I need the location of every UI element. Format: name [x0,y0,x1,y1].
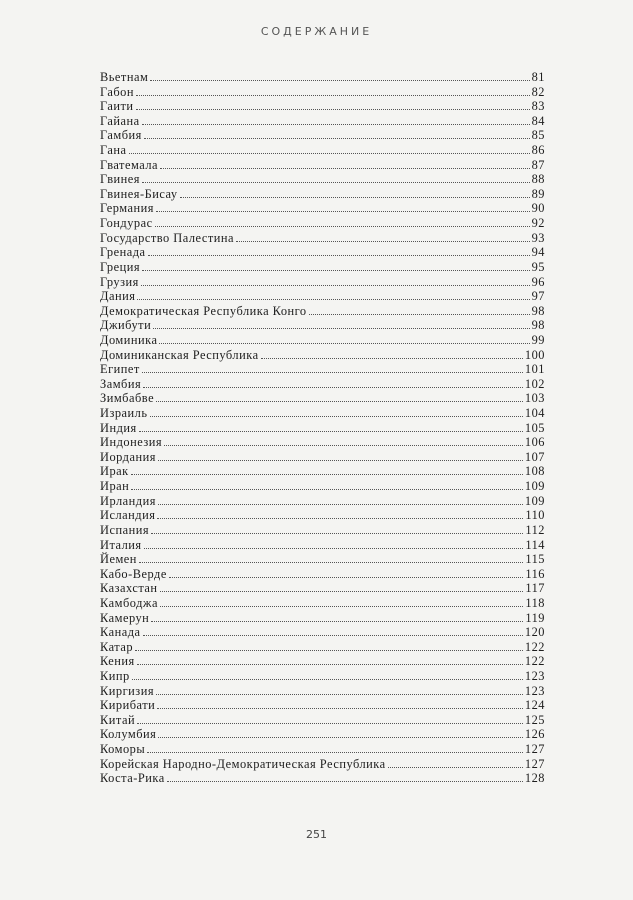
toc-entry-title: Ирак [100,464,129,479]
toc-entry-title: Гвинея [100,172,141,187]
toc-entry [100,581,545,596]
toc-entry-title: Коморы [100,742,146,757]
toc-entry-title: Кирибати [100,698,156,713]
toc-entry [100,552,545,567]
toc-entry [100,567,545,582]
toc-entry [100,391,545,406]
toc-entry-title: Израиль [100,406,148,421]
dot-leader [159,343,529,344]
toc-entry [100,713,545,728]
dot-leader [142,270,530,271]
toc-entry [100,260,545,275]
toc-entry-page: 86 [531,143,545,158]
toc-entry-page: 117 [525,581,545,596]
toc-entry-title: Камбоджа [100,595,158,610]
toc-entry [100,187,545,202]
toc-entry-title: Исландия [100,508,156,523]
dot-leader [236,241,530,242]
toc-entry-title: Китай [100,712,136,727]
toc-entry-title: Замбия [100,376,142,391]
toc-entry-page: 84 [531,113,545,128]
toc-entry-page: 81 [531,70,545,84]
toc-entry [100,275,545,290]
toc-entry-page: 123 [524,668,545,683]
toc-entry-title: Кипр [100,668,130,683]
toc-entry-title: Зимбабве [100,391,155,406]
toc-entry-page: 110 [525,508,545,523]
dot-leader [158,460,523,461]
dot-leader [129,153,530,154]
toc-entry-title: Ирландия [100,493,156,508]
toc-entry-title: Коста-Рика [100,771,165,786]
dot-leader [137,299,529,300]
toc-entry-title: Греция [100,259,141,274]
dot-leader [158,504,523,505]
toc-entry-title: Дания [100,289,136,304]
toc-entry [100,128,545,143]
dot-leader [141,285,530,286]
toc-entry [100,435,545,450]
toc-entry-page: 100 [524,347,545,362]
toc-entry-page: 95 [531,259,545,274]
toc-entry-title: Гана [100,143,127,158]
toc-entry-page: 126 [524,727,545,742]
toc-entry-title: Джибути [100,318,152,333]
toc-entry [100,727,545,742]
toc-entry-page: 92 [531,216,545,231]
toc-entry-page: 109 [524,493,545,508]
toc-entry [100,231,545,246]
dot-leader [150,80,529,81]
dot-leader [142,372,523,373]
dot-leader [147,752,523,753]
toc-entry-title: Гамбия [100,128,142,143]
toc-entry-title: Доминиканская Республика [100,347,259,362]
dot-leader [153,328,529,329]
toc-entry [100,333,545,348]
toc-entry-page: 97 [531,289,545,304]
toc-entry-title: Киргизия [100,683,155,698]
dot-leader [160,606,523,607]
toc-entry [100,508,545,523]
dot-leader [167,781,523,782]
toc-entry [100,421,545,436]
toc-entry-title: Иран [100,479,130,494]
toc-entry-page: 103 [524,391,545,406]
toc-entry [100,348,545,363]
toc-entry-title: Колумбия [100,727,157,742]
toc-entry-title: Государство Палестина [100,230,235,245]
dot-leader [180,197,530,198]
toc-entry-title: Италия [100,537,142,552]
toc-entry-title: Доминика [100,332,158,347]
dot-leader [156,694,523,695]
toc-entry [100,464,545,479]
dot-leader [139,431,523,432]
toc-entry [100,450,545,465]
toc-entry-title: Корейская Народно-Демократическая Республика [100,756,386,771]
toc-entry [100,611,545,626]
toc-entry-title: Гватемала [100,157,159,172]
toc-entry-page: 85 [531,128,545,143]
toc-entry-page: 98 [531,318,545,333]
dot-leader [135,650,523,651]
toc-entry [100,158,545,173]
toc-entry-page: 106 [524,435,545,450]
toc-entry-page: 102 [524,376,545,391]
toc-entry-page: 105 [524,420,545,435]
dot-leader [151,533,523,534]
toc-entry-page: 119 [525,610,545,625]
toc-entry [100,742,545,757]
toc-entry-title: Гвинея-Бисау [100,186,178,201]
toc-entry-title: Йемен [100,552,137,567]
toc-entry-title: Кения [100,654,135,669]
toc-entry-title: Гаити [100,99,134,114]
dot-leader [309,314,530,315]
toc-entry-page: 93 [531,230,545,245]
toc-entry [100,596,545,611]
toc-entry-page: 96 [531,274,545,289]
toc-entry-page: 118 [525,595,545,610]
toc-entry-page: 83 [531,99,545,114]
toc-entry [100,362,545,377]
toc-entry [100,143,545,158]
toc-entry-page: 123 [524,683,545,698]
toc-entry [100,654,545,669]
toc-entry [100,538,545,553]
toc-entry [100,245,545,260]
toc-entry [100,494,545,509]
toc-entry-page: 122 [524,654,545,669]
dot-leader [143,635,523,636]
dot-leader [136,109,530,110]
dot-leader [131,489,523,490]
toc-entry-page: 109 [524,479,545,494]
toc-entry-title: Иордания [100,449,156,464]
dot-leader [261,358,523,359]
dot-leader [131,474,523,475]
toc-entry-page: 82 [531,84,545,99]
toc-entry-page: 112 [525,522,545,537]
toc-entry-page: 125 [524,712,545,727]
toc-entry [100,318,545,333]
toc-entry-page: 120 [524,625,545,640]
dot-leader [150,416,523,417]
toc-entry-title: Индонезия [100,435,163,450]
toc-entry-page: 127 [524,742,545,757]
toc-entry-page: 122 [524,639,545,654]
toc-entry [100,216,545,231]
toc-entry [100,625,545,640]
dot-leader [137,664,523,665]
toc-entry-page: 114 [525,537,545,552]
toc-entry [100,771,545,786]
toc-entry-title: Габон [100,84,134,99]
toc-entry [100,85,545,100]
page-number: 251 [306,828,327,841]
toc-entry-page: 116 [525,566,545,581]
toc-entry [100,640,545,655]
toc-entry-title: Грузия [100,274,139,289]
dot-leader [151,621,523,622]
toc-entry-title: Германия [100,201,154,216]
toc-entry [100,669,545,684]
dot-leader [158,737,523,738]
toc-entry-page: 98 [531,303,545,318]
toc-entry [100,523,545,538]
dot-leader [156,401,523,402]
toc-entry-title: Гайана [100,113,140,128]
toc-entry [100,201,545,216]
toc-entry-page: 128 [524,771,545,786]
toc-entry-page: 107 [524,449,545,464]
toc-entry-page: 89 [531,186,545,201]
toc-entry [100,70,545,85]
toc-entry-title: Катар [100,639,134,654]
toc-entry-title: Кабо-Верде [100,566,167,581]
toc-entry-page: 88 [531,172,545,187]
toc-entry-title: Казахстан [100,581,158,596]
dot-leader [155,226,530,227]
dot-leader [156,211,530,212]
dot-leader [388,767,523,768]
dot-leader [136,95,530,96]
toc-entry-page: 99 [531,332,545,347]
toc-entry [100,757,545,772]
toc-entry-title: Египет [100,362,140,377]
dot-leader [142,182,530,183]
toc-entry-page: 90 [531,201,545,216]
toc-entry-title: Гондурас [100,216,153,231]
dot-leader [169,577,524,578]
table-of-contents [100,70,545,786]
toc-entry [100,479,545,494]
dot-leader [144,548,524,549]
dot-leader [137,723,523,724]
toc-entry-page: 87 [531,157,545,172]
toc-entry-title: Демократическая Республика Конго [100,303,307,318]
toc-entry [100,698,545,713]
dot-leader [142,124,530,125]
toc-entry [100,289,545,304]
toc-entry [100,172,545,187]
dot-leader [157,708,523,709]
toc-entry-page: 124 [524,698,545,713]
toc-entry [100,684,545,699]
toc-entry [100,377,545,392]
toc-entry-page: 115 [525,552,545,567]
toc-entry [100,406,545,421]
toc-entry-title: Вьетнам [100,70,149,84]
toc-entry-title: Камерун [100,610,150,625]
toc-entry-title: Канада [100,625,141,640]
toc-entry-page: 104 [524,406,545,421]
toc-entry-page: 94 [531,245,545,260]
toc-entry-title: Испания [100,522,150,537]
dot-leader [160,168,530,169]
running-head: СОДЕРЖАНИЕ [260,25,373,38]
toc-entry [100,304,545,319]
dot-leader [160,591,524,592]
toc-entry-page: 101 [524,362,545,377]
dot-leader [164,445,523,446]
toc-entry [100,99,545,114]
toc-entry-page: 127 [524,756,545,771]
dot-leader [157,518,523,519]
toc-entry-page: 108 [524,464,545,479]
dot-leader [143,387,523,388]
dot-leader [139,562,523,563]
toc-entry-title: Гренада [100,245,146,260]
toc-entry-title: Индия [100,420,137,435]
toc-entry [100,114,545,129]
dot-leader [132,679,523,680]
dot-leader [148,255,530,256]
dot-leader [144,138,530,139]
